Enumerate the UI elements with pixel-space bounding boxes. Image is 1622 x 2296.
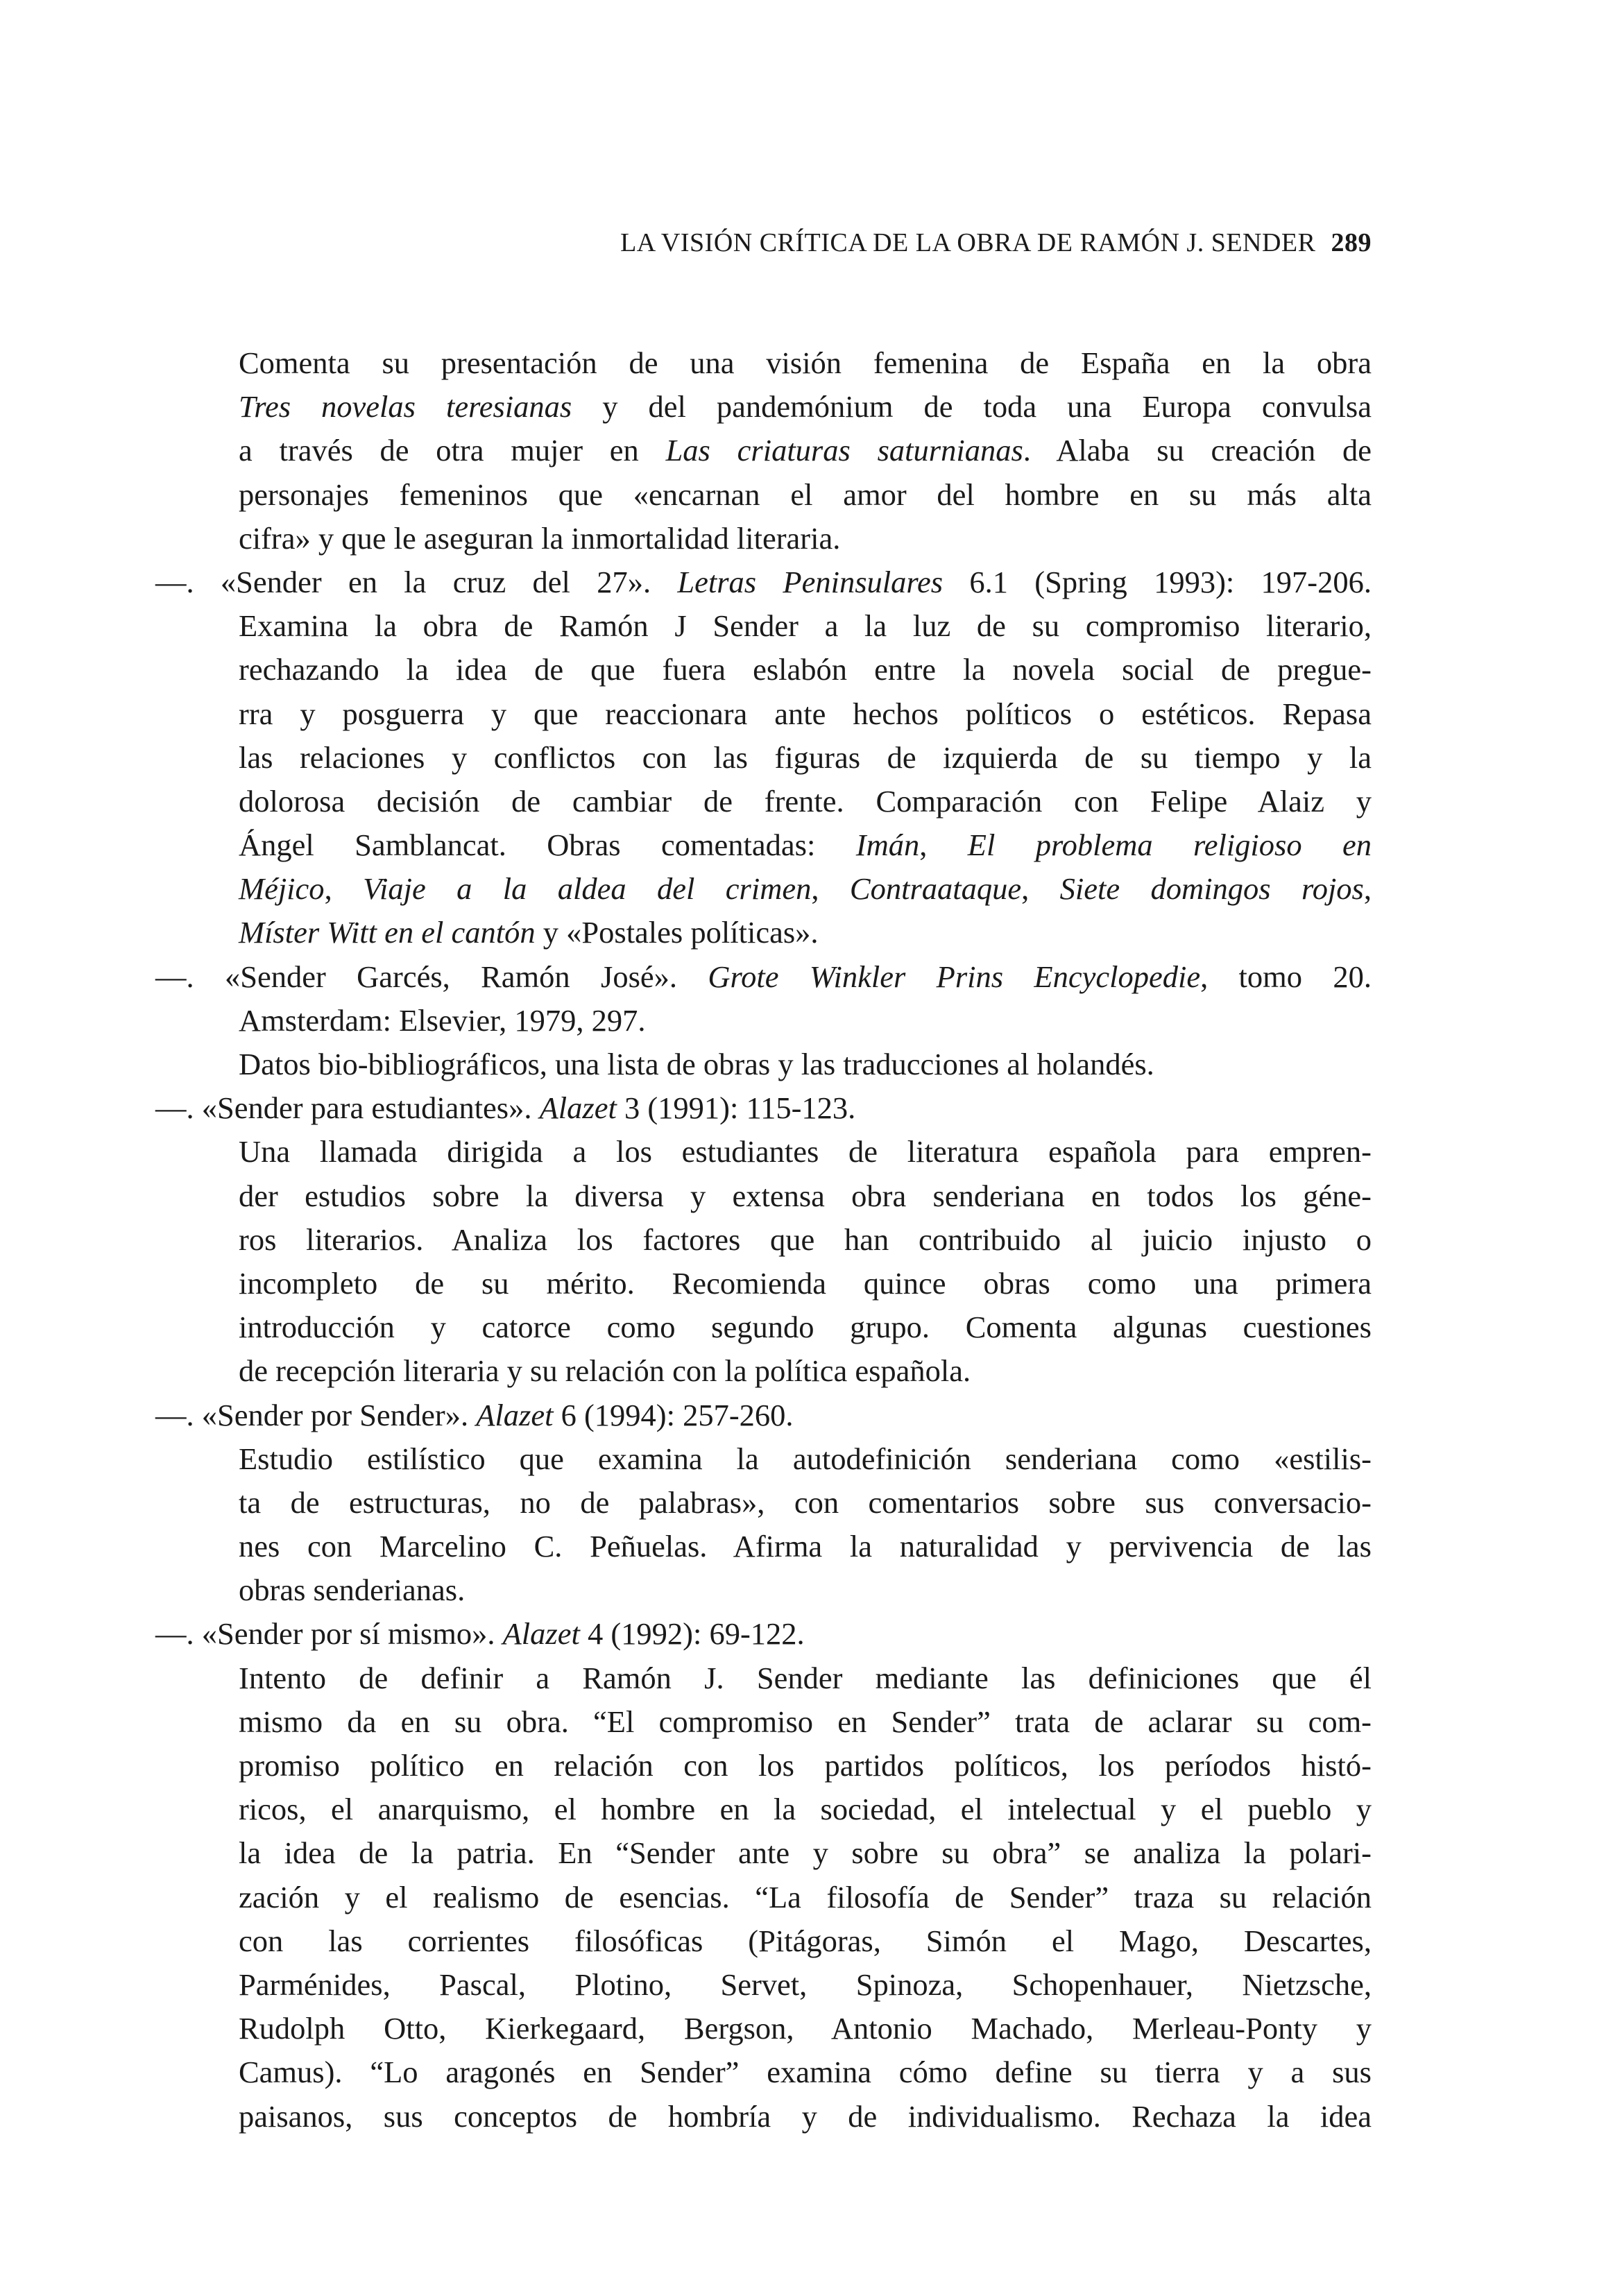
text-line: con las corrientes filosóficas (Pitágoras, Simón el Mago, Descartes, (239, 1923, 1372, 1958)
text-line: personajes femeninos que «encarnan el amor del hombre en su más alta (239, 477, 1372, 512)
text-line: Camus). “Lo aragonés en Sender” examina cómo define su tierra y a sus (239, 2055, 1372, 2090)
text-line: Examina la obra de Ramón J Sender a la luz de su compromiso literario, (239, 608, 1372, 644)
text-line: der estudios sobre la diversa y extensa obra senderiana en todos los géne- (239, 1178, 1372, 1213)
text-line: ros literarios. Analiza los factores que han contribuido al juicio injusto o (239, 1222, 1372, 1257)
text-line: incompleto de su mérito. Recomienda quince obras como una primera (239, 1265, 1372, 1301)
text-line: a través de otra mujer en Las criaturas saturnianas. Alaba su creación de (239, 433, 1372, 468)
text-line: Méjico, Viaje a la aldea del crimen, Contraataque, Siete domingos rojos, (239, 871, 1372, 907)
text-line: obras senderianas. (239, 1573, 466, 1608)
citation-continued: Amsterdam: Elsevier, 1979, 297. (239, 1002, 646, 1038)
text-line: zación y el realismo de esencias. “La filosofía de Sender” traza su relación (239, 1879, 1372, 1914)
text-line: Míster Witt en el cantón y «Postales políticas». (239, 915, 819, 950)
annotation (155, 1130, 1372, 1393)
citation: —. «Sender en la cruz del 27». Letras Peninsulares 6.1 (Spring 1993): 197-206. (155, 564, 1372, 599)
text-line: rra y posguerra y que reaccionara ante hechos políticos o estéticos. Repasa (239, 696, 1372, 731)
annotation (155, 1043, 1372, 1086)
text-line: de recepción literaria y su relación con la política española. (239, 1353, 971, 1389)
text-line: paisanos, sus conceptos de hombría y de individualismo. Rechaza la idea (239, 2098, 1372, 2134)
text-line: nes con Marcelino C. Peñuelas. Afirma la naturalidad y pervivencia de las (239, 1529, 1372, 1564)
text-line: Comenta su presentación de una visión femenina de España en la obra (239, 345, 1372, 380)
running-header (466, 228, 1372, 258)
text-line: Parménides, Pascal, Plotino, Servet, Spinoza, Schopenhauer, Nietzsche, (239, 1967, 1372, 2002)
text-line: las relaciones y conflictos con las figuras de izquierda de su tiempo y la (239, 739, 1372, 775)
text-line: ricos, el anarquismo, el hombre en la sociedad, el intelectual y el pueblo y (239, 1792, 1372, 1827)
citation: —. «Sender para estudiantes». Alazet 3 (1991): 115-123. (155, 1090, 856, 1126)
text-line: Rudolph Otto, Kierkegaard, Bergson, Antonio Machado, Merleau-Ponty y (239, 2011, 1372, 2046)
text-line: Datos bio-bibliográficos, una lista de obras y las traducciones al holandés. (239, 1047, 1154, 1081)
text-line: la idea de la patria. En “Sender ante y sobre su obra” se analiza la polari- (239, 1835, 1372, 1871)
annotation (155, 1656, 1372, 2139)
text-line: ta de estructuras, no de palabras», con comentarios sobre sus conversacio- (239, 1484, 1372, 1520)
running-title: LA VISIÓN CRÍTICA DE LA OBRA DE RAMÓN J. SENDER (620, 228, 1316, 257)
text-line: rechazando la idea de que fuera eslabón entre la novela social de pregue- (239, 652, 1372, 687)
text-line: promiso político en relación con los partidos políticos, los períodos histó- (239, 1748, 1372, 1783)
text-line: Intento de definir a Ramón J. Sender mediante las definiciones que él (239, 1660, 1372, 1695)
text-line: mismo da en su obra. “El compromiso en Sender” trata de aclarar su com- (239, 1704, 1372, 1739)
text-line: Una llamada dirigida a los estudiantes de literatura española para empren- (239, 1134, 1372, 1170)
annotation (155, 604, 1372, 955)
text-line: Tres novelas teresianas y del pandemónium de toda una Europa convulsa (239, 389, 1372, 425)
citation: —. «Sender Garcés, Ramón José». Grote Winkler Prins Encyclopedie, tomo 20. (155, 959, 1372, 994)
page-number: 289 (1331, 228, 1372, 257)
text-line: introducción y catorce como segundo grupo. Comenta algunas cuestiones (239, 1310, 1372, 1345)
text-line: Ángel Samblancat. Obras comentadas: Imán, El problema religioso en (239, 828, 1372, 863)
annotation (155, 341, 1372, 560)
annotation (155, 1437, 1372, 1613)
bibliography-body (155, 341, 1372, 2139)
text-line: Estudio estilístico que examina la autodefinición senderiana como «estilis- (239, 1441, 1372, 1476)
citation: —. «Sender por Sender». Alazet 6 (1994): 257-260. (155, 1397, 794, 1432)
citation: —. «Sender por sí mismo». Alazet 4 (1992): 69-122. (155, 1616, 805, 1652)
text-line: cifra» y que le aseguran la inmortalidad literaria. (239, 520, 841, 556)
text-line: dolorosa decisión de cambiar de frente. Comparación con Felipe Alaiz y (239, 783, 1372, 819)
